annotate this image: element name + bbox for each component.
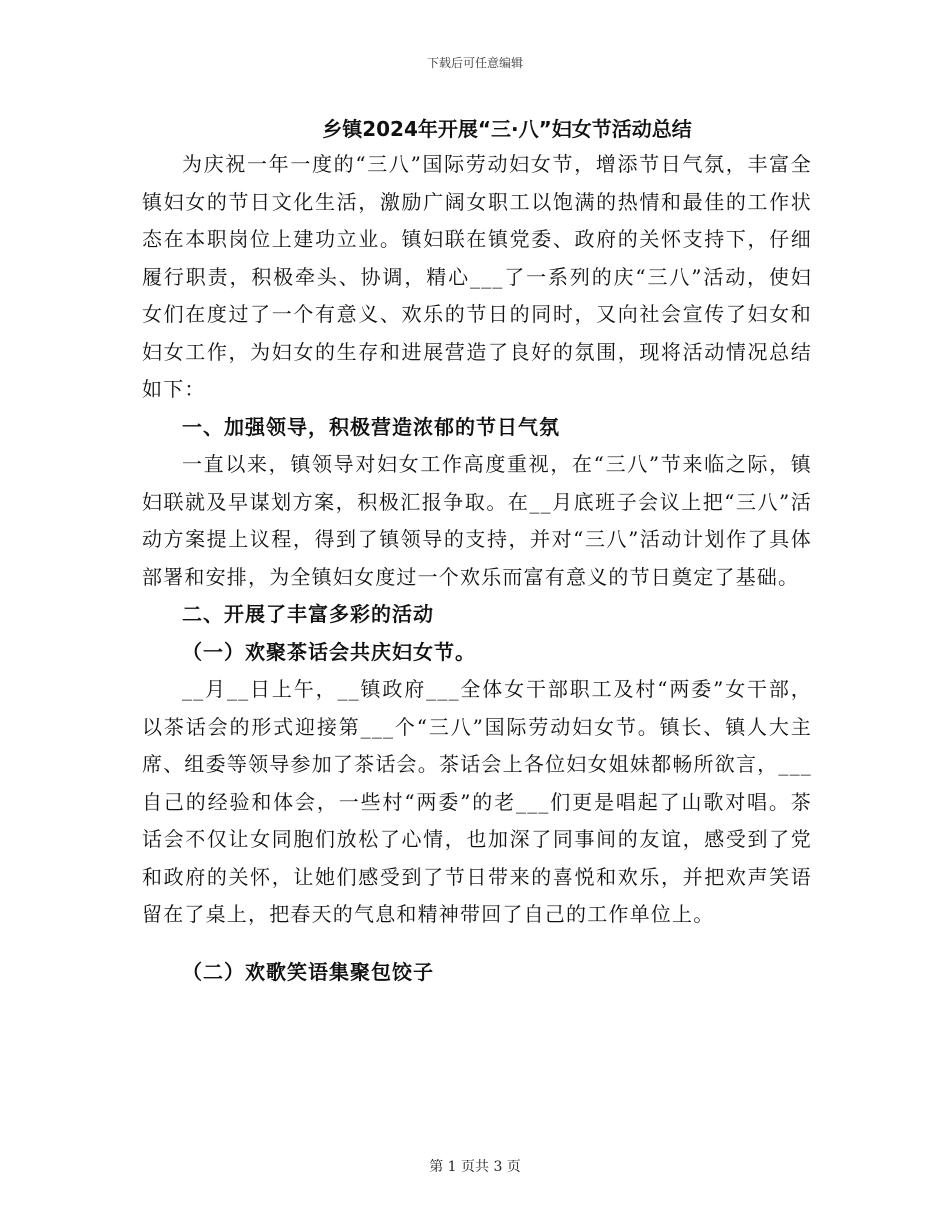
subsection-2-heading: （二）欢歌笑语集聚包饺子 (182, 959, 434, 984)
subsection-1-heading: （一）欢聚茶话会共庆妇女节。 (182, 639, 476, 664)
section-1-heading: 一、加强领导，积极营造浓郁的节日气氛 (182, 414, 560, 439)
section-2-heading: 二、开展了丰富多彩的活动 (182, 602, 434, 626)
section-1-paragraph: 一直以来，镇领导对妇女工作高度重视，在“三八”节来临之际，镇妇联就及早谋划方案，积极汇报争取。在__月底班子会议上把“三八”活动方案提上议程，得到了镇领导的支持，并对“三八”活动计划作了具体部署和安排，为全镇妇女度过一个欢乐而富有意义的节日奠定了基础。 (142, 452, 812, 589)
document-title: 乡镇2024年开展“三·八”妇女节活动总结 (322, 117, 692, 141)
subsection-1-paragraph: __月__日上午，__镇政府___全体女干部职工及村“两委”女干部，以茶话会的形式迎接第___个“三八”国际劳动妇女节。镇长、镇人大主席、组委等领导参加了茶话会。茶话会上各位妇女姐妹都畅所欲言，___自己的经验和体会，一些村“两委”的老___们更是唱起了山歌对唱。茶话会不仅让女同胞们放松了心情，也加深了同事间的友谊，感受到了党和政府的关怀，让她们感受到了节日带来的喜悦和欢乐，并把欢声笑语留在了桌上，把春天的气息和精神带回了自己的工作单位上。 (142, 677, 812, 926)
page-header-note: 下载后可任意编辑 (426, 56, 523, 70)
page-number: 第 1 页共 3 页 (429, 1159, 521, 1175)
document-body (142, 112, 812, 991)
intro-paragraph: 为庆祝一年一度的“三八”国际劳动妇女节，增添节日气氛，丰富全镇妇女的节日文化生活，激励广阔女职工以饱满的热情和最佳的工作状态在本职岗位上建功立业。镇妇联在镇党委、政府的关怀支持下，仔细履行职责，积极牵头、协调，精心___了一系列的庆“三八”活动，使妇女们在度过了一个有意义、欢乐的节日的同时，又向社会宣传了妇女和妇女工作，为妇女的生存和进展营造了良好的氛围，现将活动情况总结如下： (142, 152, 812, 401)
